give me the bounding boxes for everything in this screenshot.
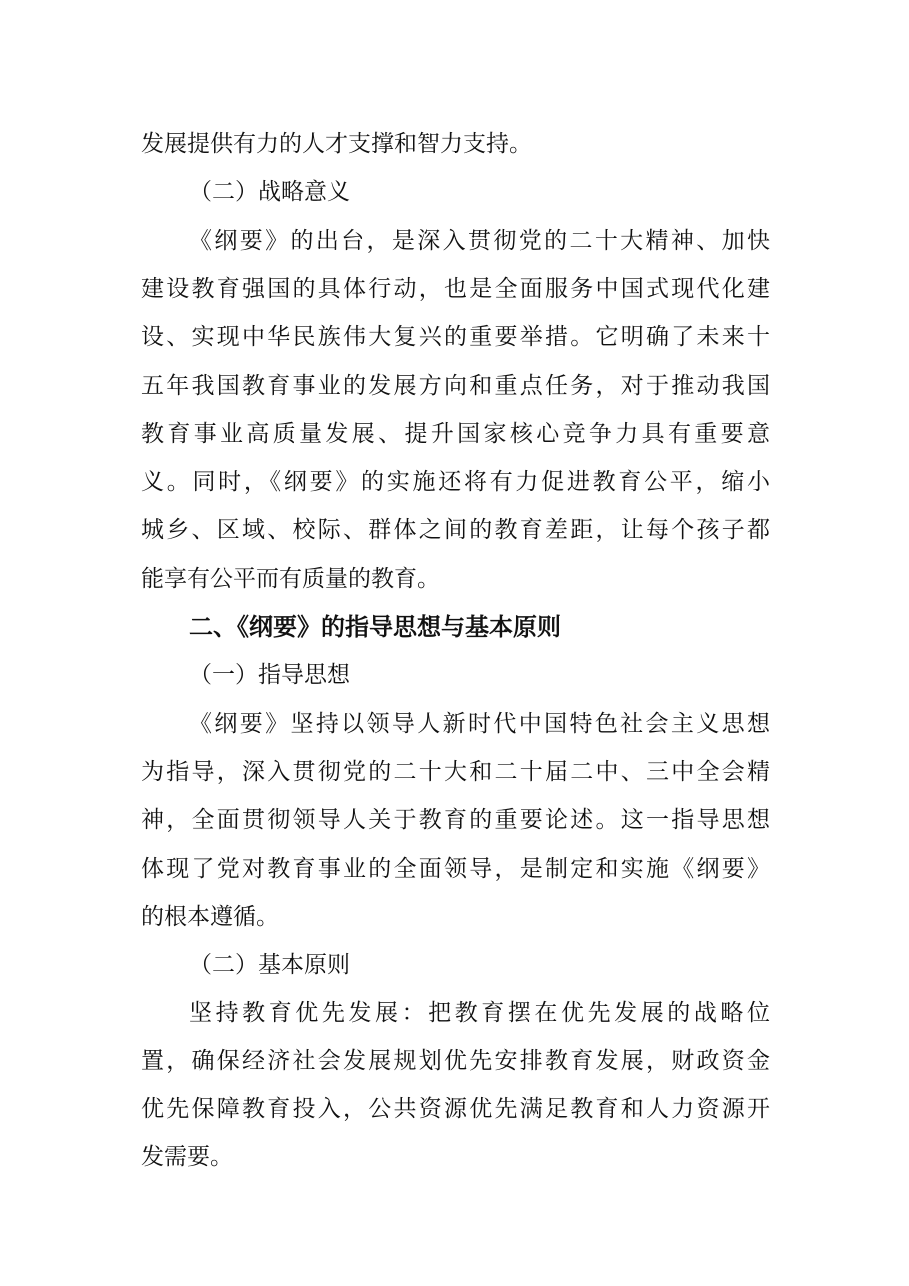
- paragraph-line: 《纲要》的出台，是深入贯彻党的二十大精神、加快: [189, 228, 770, 254]
- paragraph-line: 建设教育强国的具体行动，也是全面服务中国式现代化建: [141, 276, 770, 302]
- paragraph-line: 为指导，深入贯彻党的二十大和二十届二中、三中全会精: [141, 759, 770, 785]
- subsection-heading: （二）战略意义: [189, 179, 350, 205]
- paragraph-line: 五年我国教育事业的发展方向和重点任务，对于推动我国: [141, 373, 770, 399]
- paragraph-line: 设、实现中华民族伟大复兴的重要举措。它明确了未来十: [141, 324, 770, 350]
- paragraph-line: 城乡、区域、校际、群体之间的教育差距，让每个孩子都: [141, 517, 770, 543]
- section-heading: 二、《纲要》的指导思想与基本原则: [189, 613, 561, 641]
- paragraph-line: 教育事业高质量发展、提升国家核心竞争力具有重要意: [141, 421, 770, 447]
- paragraph-line: 坚持教育优先发展：把教育摆在优先发展的战略位: [189, 1000, 770, 1026]
- paragraph-line: 体现了党对教育事业的全面领导，是制定和实施《纲要》: [141, 856, 770, 882]
- paragraph-line: 义。同时，《纲要》的实施还将有力促进教育公平，缩小: [141, 469, 770, 495]
- paragraph-line: 的根本遵循。: [141, 904, 279, 930]
- subsection-heading: （一）指导思想: [189, 662, 350, 688]
- paragraph-line: 《纲要》坚持以领导人新时代中国特色社会主义思想: [189, 711, 770, 737]
- paragraph-line: 置，确保经济社会发展规划优先安排教育发展，财政资金: [141, 1048, 770, 1074]
- subsection-heading: （二）基本原则: [189, 952, 350, 978]
- paragraph-line: 神，全面贯彻领导人关于教育的重要论述。这一指导思想: [141, 807, 770, 833]
- paragraph-line: 能享有公平而有质量的教育。: [141, 566, 440, 592]
- paragraph-line: 发需要。: [141, 1144, 233, 1170]
- paragraph-line: 发展提供有力的人才支撑和智力支持。: [141, 131, 532, 157]
- paragraph-line: 优先保障教育投入，公共资源优先满足教育和人力资源开: [141, 1096, 770, 1122]
